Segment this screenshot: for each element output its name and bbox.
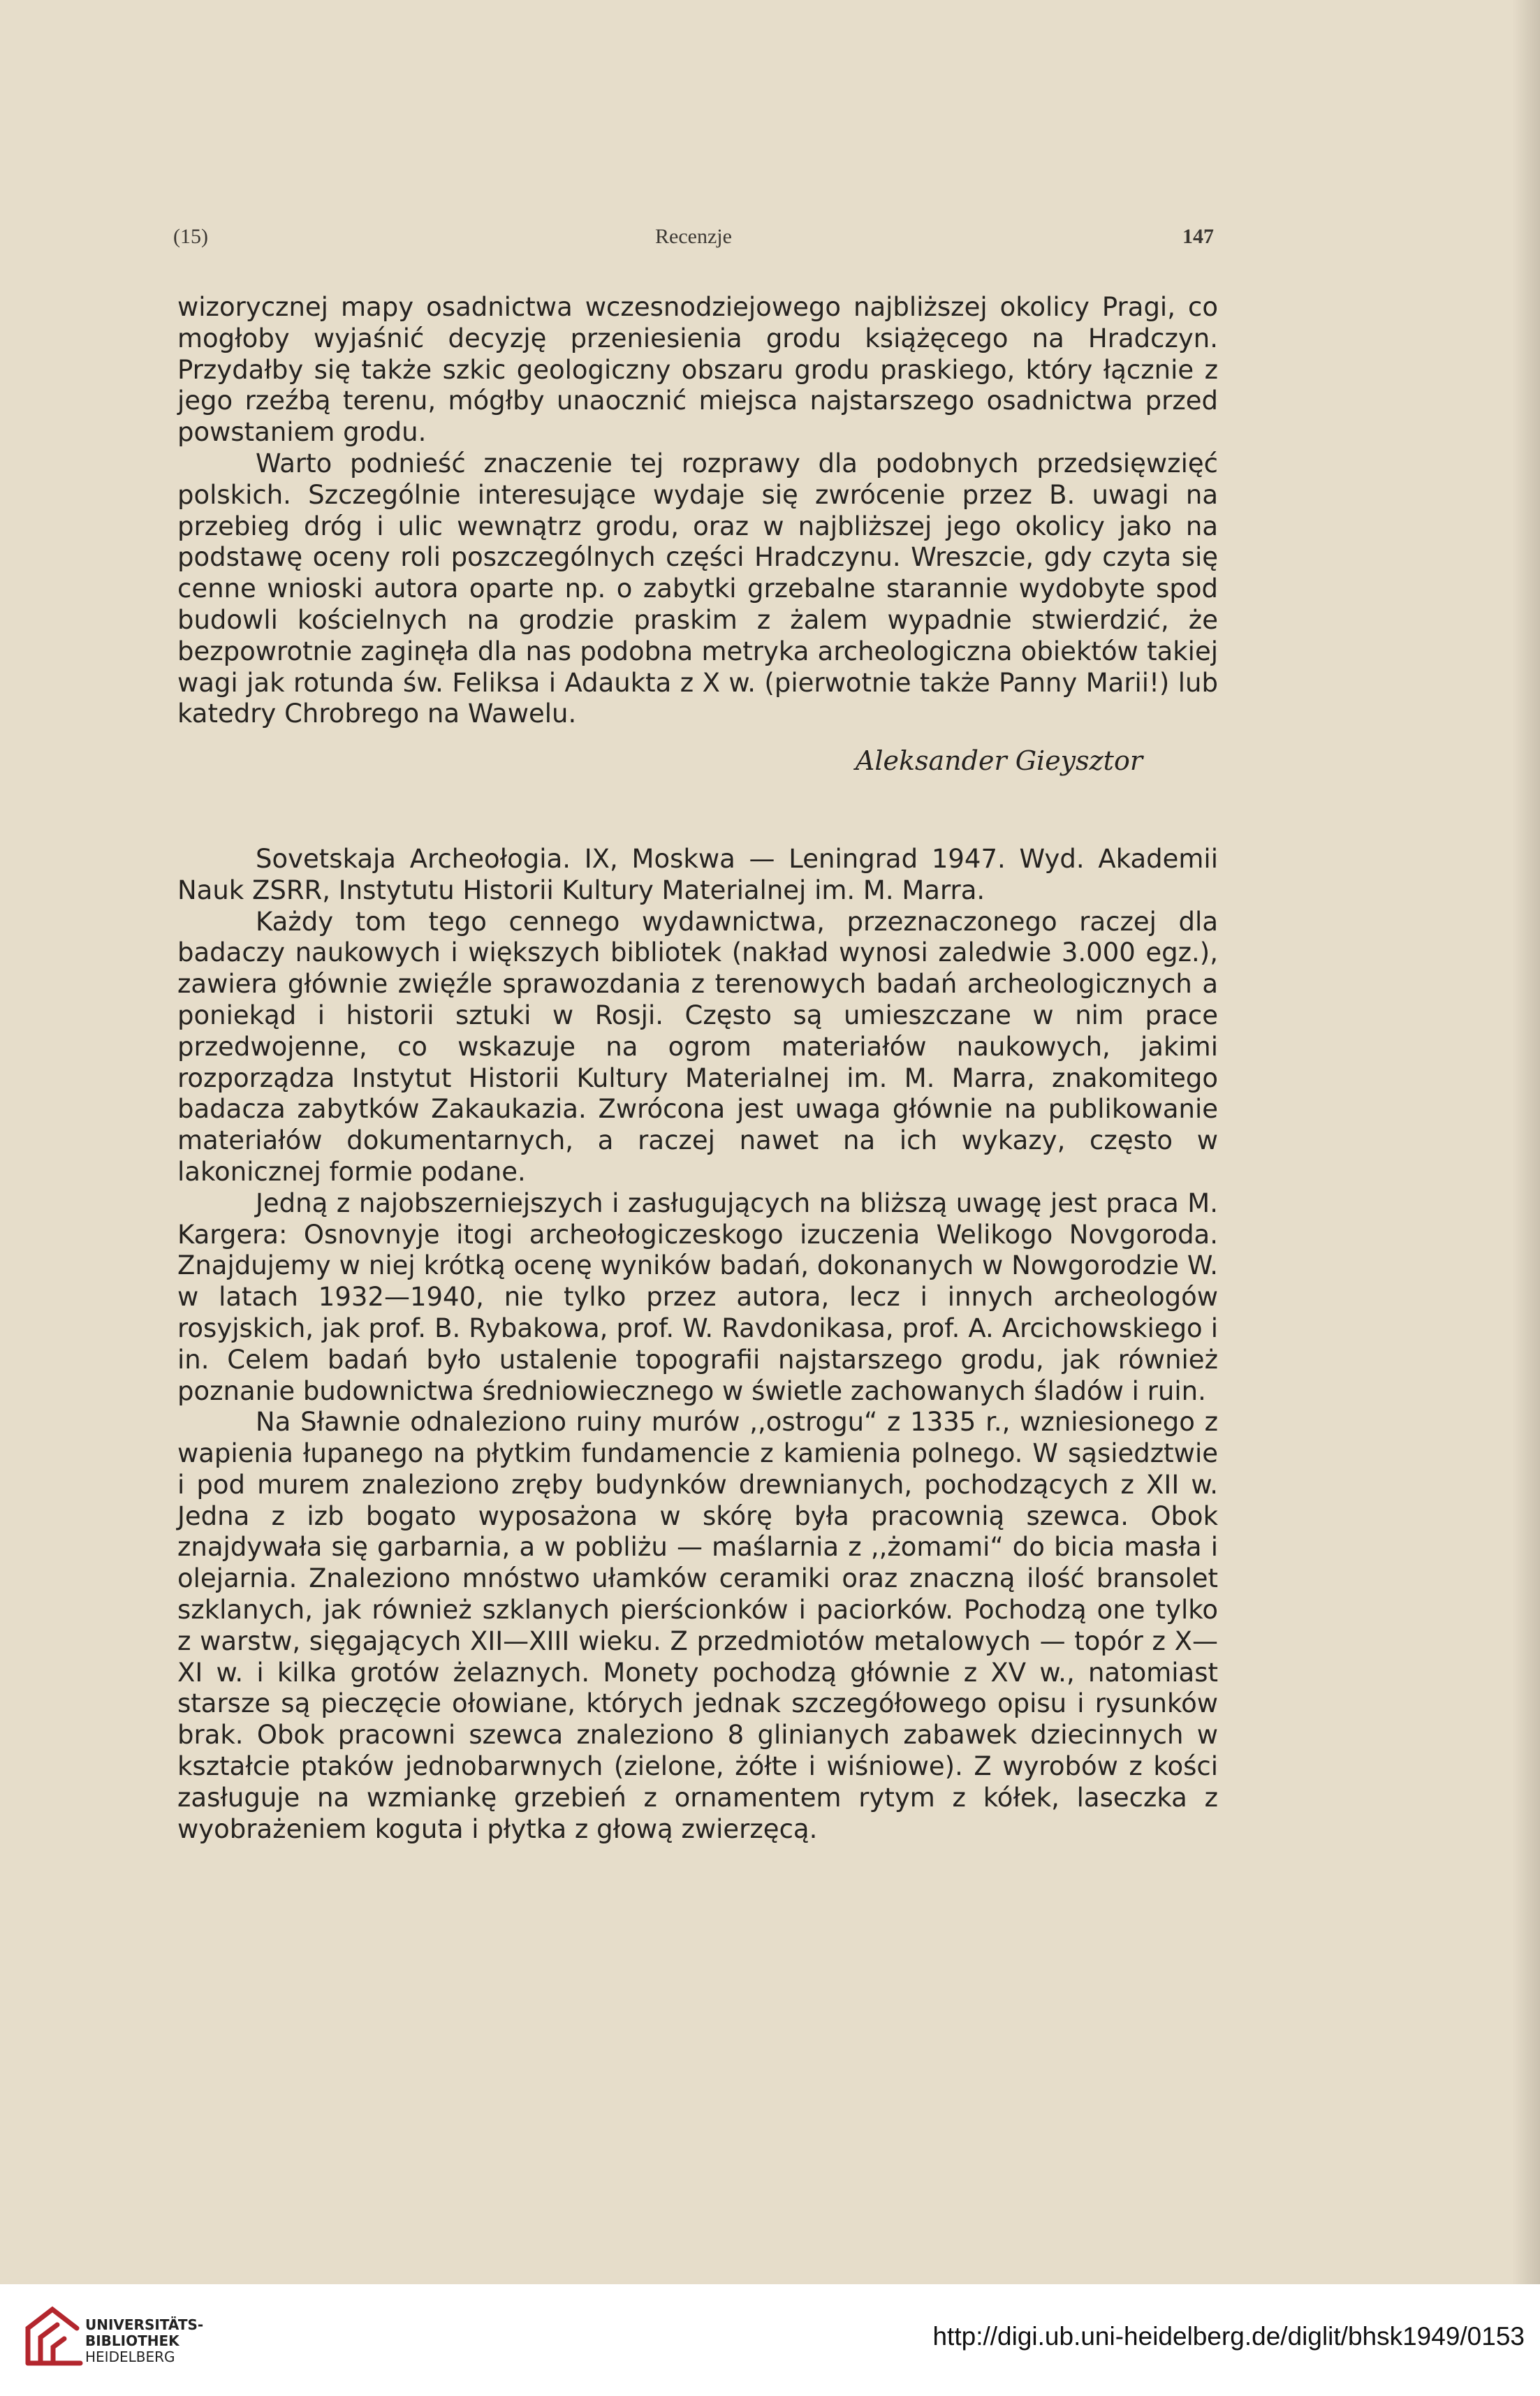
library-name-line: UNIVERSITÄTS- — [85, 2316, 204, 2333]
running-head — [173, 225, 1214, 260]
body-text — [177, 292, 1218, 1845]
section-gap — [177, 777, 1218, 844]
library-logo-icon — [14, 2297, 91, 2381]
library-name — [85, 2317, 203, 2365]
article-paragraph: Warto podnieść znaczenie tej rozprawy dla podobnych przedsięwzięć polskich. Szczególnie interesujące wydaje się zwrócenie przez B. uwagi na przebieg dróg i ulic wewnątrz grodu, oraz w najbliższej jego okolicy jako na podstawę oceny roli poszczególnych części Hradczynu. Wreszcie, gdy czyta się cenne wnioski autora oparte np. o zabytki grzebalne starannie wydobyte spod budowli kościelnych na grodzie praskim z żalem wypadnie stwierdzić, że bezpowrotnie zaginęła dla nas podobna metryka archeologiczna obiektów takiej wagi jak rotunda św. Feliksa i Adaukta z X w. (pierwotnie także Panny Marii!) lub katedry Chrobrego na Wawelu. — [177, 448, 1218, 729]
review-paragraph: Jedną z najobszerniejszych i zasługujących na bliższą uwagę jest praca M. Kargera: Osnovnyje itogi archeołogiczeskogo izuczenia Welikogo Novgoroda. Znajdujemy w niej krótką ocenę wyników badań, dokonanych w Nowgorodzie W. w latach 1932—1940, nie tylko przez autora, lecz i innych archeologów rosyjskich, jak prof. B. Rybakowa, prof. W. Ravdonikasa, prof. A. Arcichowskiego i in. Celem badań było ustalenie topografii najstarszego grodu, jak również poznanie budownictwa średniowiecznego w świetle zachowanych śladów i ruin. — [177, 1188, 1218, 1406]
section-title: Recenzje — [655, 225, 732, 248]
review-paragraph: Na Sławnie odnaleziono ruiny murów ,,ostrogu“ z 1335 r., wzniesionego z wapienia łupanego na płytkim fundamencie z kamienia polnego. W sąsiedztwie i pod murem znaleziono zręby budynków drewnianych, pochodzących z XII w. Jedna z izb bogato wyposażona w skórę była pracownią szewca. Obok znajdywała się garbarnia, a w pobliżu — maślarnia z ,,żomami“ do bicia masła i olejarnia. Znaleziono mnóstwo ułamków ceramiki oraz znaczną ilość bransolet szklanych, jak również szklanych pierścionków i paciorków. Pochodzą one tylko z warstw, sięgających XII—XIII wieku. Z przedmiotów metalowych — topór z X—XI w. i kilka grotów żelaznych. Monety pochodzą głównie z XV w., natomiast starsze są pieczęcie ołowiane, których jednak szczegółowego opisu i rysunków brak. Obok pracowni szewca znaleziono 8 glinianych zabawek dziecinnych w kształcie ptaków jednobarwnych (zielone, żółte i wiśniowe). Z wyrobów z kości zasługuje na wzmiankę grzebień z ornamentem rytym z kółek, laseczka z wyobrażeniem koguta i płytka z głową zwierzęcą. — [177, 1407, 1218, 1844]
permalink-url[interactable]: http://digi.ub.uni-heidelberg.de/diglit/bhsk1949/0153 — [932, 2322, 1525, 2351]
article-paragraph: wizorycznej mapy osadnictwa wczesnodziejowego najbliższej okolicy Pragi, co mogłoby wyjaśnić decyzję przeniesienia grodu książęcego na Hradczyn. Przydałby się także szkic geologiczny obszaru grodu praskiego, który łącznie z jego rzeźbą terenu, mógłby unaocznić miejsca najstarszego osadnictwa przed powstaniem grodu. — [177, 292, 1218, 448]
review-paragraph: Każdy tom tego cennego wydawnictwa, przeznaczonego raczej dla badaczy naukowych i większych bibliotek (nakład wynosi zaledwie 3.000 egz.), zawiera głównie zwięźle sprawozdania z terenowych badań archeologicznych a poniekąd i historii sztuki w Rosji. Często są umieszczane w nim prace przedwojenne, co wskazuje na ogrom materiałów naukowych, jakimi rozporządza Instytut Historii Kultury Materialnej im. M. Marra, znakomitego badacza zabytków Zakaukazia. Zwrócona jest uwaga głównie na publikowanie materiałów dokumentarnych, a raczej nawet na ich wykazy, często w lakonicznej formie podane. — [177, 906, 1218, 1187]
review-citation: Sovetskaja Archeołogia. IX, Moskwa — Leningrad 1947. Wyd. Akademii Nauk ZSRR, Instytutu Historii Kultury Materialnej im. M. Marra. — [177, 843, 1218, 905]
library-name-line: HEIDELBERG — [85, 2348, 175, 2365]
page-number: 147 — [1182, 225, 1214, 248]
digitization-footer — [0, 2284, 1540, 2396]
library-name-line: BIBLIOTHEK — [85, 2332, 179, 2349]
author-signature: Aleksander Gieysztor — [855, 745, 1143, 777]
section-number: (15) — [173, 225, 208, 248]
spine-shadow — [1512, 0, 1540, 2284]
